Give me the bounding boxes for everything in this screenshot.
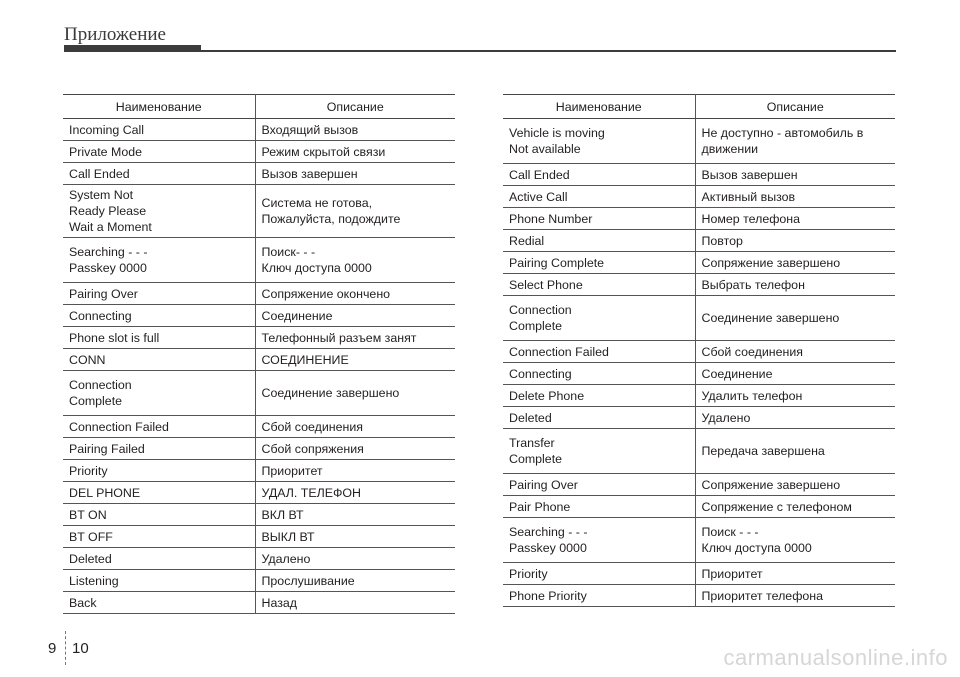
table-row [503, 407, 895, 429]
term-description-cell: Входящий вызов [255, 119, 455, 141]
table-row [63, 526, 455, 548]
table-row [503, 496, 895, 518]
term-description-cell: Удалено [255, 548, 455, 570]
term-description-cell: Сопряжение завершено [695, 252, 895, 274]
term-description-cell: Сбой соединения [695, 341, 895, 363]
term-description-cell: Активный вызов [695, 186, 895, 208]
term-name-cell: BT ON [63, 504, 255, 526]
term-description-cell: Система не готова, Пожалуйста, подождите [255, 185, 455, 238]
table-row [63, 371, 455, 416]
term-name-cell: Connecting [503, 363, 695, 385]
column-header-description: Описание [695, 95, 895, 119]
page-number: 10 [72, 640, 89, 657]
table-row [63, 570, 455, 592]
term-description-cell: Поиск - - - Ключ доступа 0000 [695, 518, 895, 563]
term-name-cell: Back [63, 592, 255, 614]
table-row [63, 438, 455, 460]
term-name-cell: Transfer Complete [503, 429, 695, 474]
page-header-title: Приложение [64, 24, 166, 45]
table-row [63, 416, 455, 438]
term-name-cell: Searching - - - Passkey 0000 [63, 238, 255, 283]
term-name-cell: DEL PHONE [63, 482, 255, 504]
table-row [63, 238, 455, 283]
table-row [503, 341, 895, 363]
term-description-cell: Сопряжение завершено [695, 474, 895, 496]
term-name-cell: Phone slot is full [63, 327, 255, 349]
term-description-cell: Удалить телефон [695, 385, 895, 407]
term-name-cell: Deleted [63, 548, 255, 570]
term-description-cell: Режим скрытой связи [255, 141, 455, 163]
term-name-cell: Active Call [503, 186, 695, 208]
table-row [503, 164, 895, 186]
term-name-cell: Pairing Over [63, 283, 255, 305]
column-header-name: Наименование [63, 95, 255, 119]
term-description-cell: Передача завершена [695, 429, 895, 474]
page-number-divider [65, 631, 66, 665]
table-row [63, 119, 455, 141]
term-description-cell: Назад [255, 592, 455, 614]
table-row [503, 230, 895, 252]
term-description-cell: Телефонный разъем занят [255, 327, 455, 349]
term-name-cell: Pairing Complete [503, 252, 695, 274]
term-description-cell: УДАЛ. ТЕЛЕФОН [255, 482, 455, 504]
term-name-cell: System Not Ready Please Wait a Moment [63, 185, 255, 238]
table-row [503, 363, 895, 385]
table-row [503, 119, 895, 164]
column-header-name: Наименование [503, 95, 695, 119]
column-header-description: Описание [255, 95, 455, 119]
table-row [503, 274, 895, 296]
table-row [503, 585, 895, 607]
table-header-row [503, 95, 895, 119]
term-description-cell: Выбрать телефон [695, 274, 895, 296]
term-name-cell: Private Mode [63, 141, 255, 163]
term-name-cell: Redial [503, 230, 695, 252]
term-name-cell: Delete Phone [503, 385, 695, 407]
header-rule [64, 50, 896, 52]
table-row [503, 208, 895, 230]
table-row [63, 141, 455, 163]
table-row [63, 305, 455, 327]
term-name-cell: Searching - - - Passkey 0000 [503, 518, 695, 563]
table-row [503, 252, 895, 274]
term-description-cell: Вызов завершен [255, 163, 455, 185]
term-description-cell: Поиск- - - Ключ доступа 0000 [255, 238, 455, 283]
term-description-cell: Приоритет [695, 563, 895, 585]
term-description-cell: СОЕДИНЕНИЕ [255, 349, 455, 371]
table-header-row [63, 95, 455, 119]
table-row [503, 429, 895, 474]
table-row [63, 185, 455, 238]
term-name-cell: Incoming Call [63, 119, 255, 141]
term-description-cell: Приоритет [255, 460, 455, 482]
term-name-cell: BT OFF [63, 526, 255, 548]
table-row [63, 163, 455, 185]
term-description-cell: Вызов завершен [695, 164, 895, 186]
term-name-cell: Select Phone [503, 274, 695, 296]
term-name-cell: Priority [503, 563, 695, 585]
table-row [503, 296, 895, 341]
table-row [63, 548, 455, 570]
table-row [63, 504, 455, 526]
table-row [503, 385, 895, 407]
term-name-cell: Connection Complete [63, 371, 255, 416]
term-name-cell: Connecting [63, 305, 255, 327]
term-description-cell: Не доступно - автомобиль в движении [695, 119, 895, 164]
term-name-cell: Connection Complete [503, 296, 695, 341]
table-row [503, 186, 895, 208]
term-name-cell: Pair Phone [503, 496, 695, 518]
term-name-cell: Call Ended [503, 164, 695, 186]
term-description-cell: ВКЛ ВТ [255, 504, 455, 526]
term-description-cell: Повтор [695, 230, 895, 252]
left-terms-table [63, 94, 455, 614]
term-name-cell: Phone Priority [503, 585, 695, 607]
term-name-cell: Priority [63, 460, 255, 482]
table-row [63, 460, 455, 482]
term-name-cell: Connection Failed [63, 416, 255, 438]
term-description-cell: Прослушивание [255, 570, 455, 592]
term-description-cell: Соединение [695, 363, 895, 385]
term-name-cell: Connection Failed [503, 341, 695, 363]
term-name-cell: Call Ended [63, 163, 255, 185]
table-row [63, 283, 455, 305]
term-description-cell: Номер телефона [695, 208, 895, 230]
term-description-cell: Соединение [255, 305, 455, 327]
term-description-cell: Соединение завершено [255, 371, 455, 416]
watermark-text: carmanualsonline.info [723, 645, 948, 670]
table-row [63, 327, 455, 349]
term-name-cell: Pairing Failed [63, 438, 255, 460]
term-name-cell: Deleted [503, 407, 695, 429]
term-name-cell: CONN [63, 349, 255, 371]
term-description-cell: Удалено [695, 407, 895, 429]
table-row [503, 518, 895, 563]
term-description-cell: Сбой соединения [255, 416, 455, 438]
term-name-cell: Pairing Over [503, 474, 695, 496]
table-row [503, 474, 895, 496]
term-name-cell: Listening [63, 570, 255, 592]
term-name-cell: Vehicle is moving Not available [503, 119, 695, 164]
table-row [503, 563, 895, 585]
table-row [63, 349, 455, 371]
term-description-cell: Приоритет телефона [695, 585, 895, 607]
term-description-cell: Сопряжение окончено [255, 283, 455, 305]
term-name-cell: Phone Number [503, 208, 695, 230]
term-description-cell: Соединение завершено [695, 296, 895, 341]
section-number: 9 [48, 640, 57, 657]
term-description-cell: Сбой сопряжения [255, 438, 455, 460]
table-row [63, 592, 455, 614]
term-description-cell: Сопряжение с телефоном [695, 496, 895, 518]
term-description-cell: ВЫКЛ ВТ [255, 526, 455, 548]
table-row [63, 482, 455, 504]
right-terms-table [503, 94, 895, 607]
